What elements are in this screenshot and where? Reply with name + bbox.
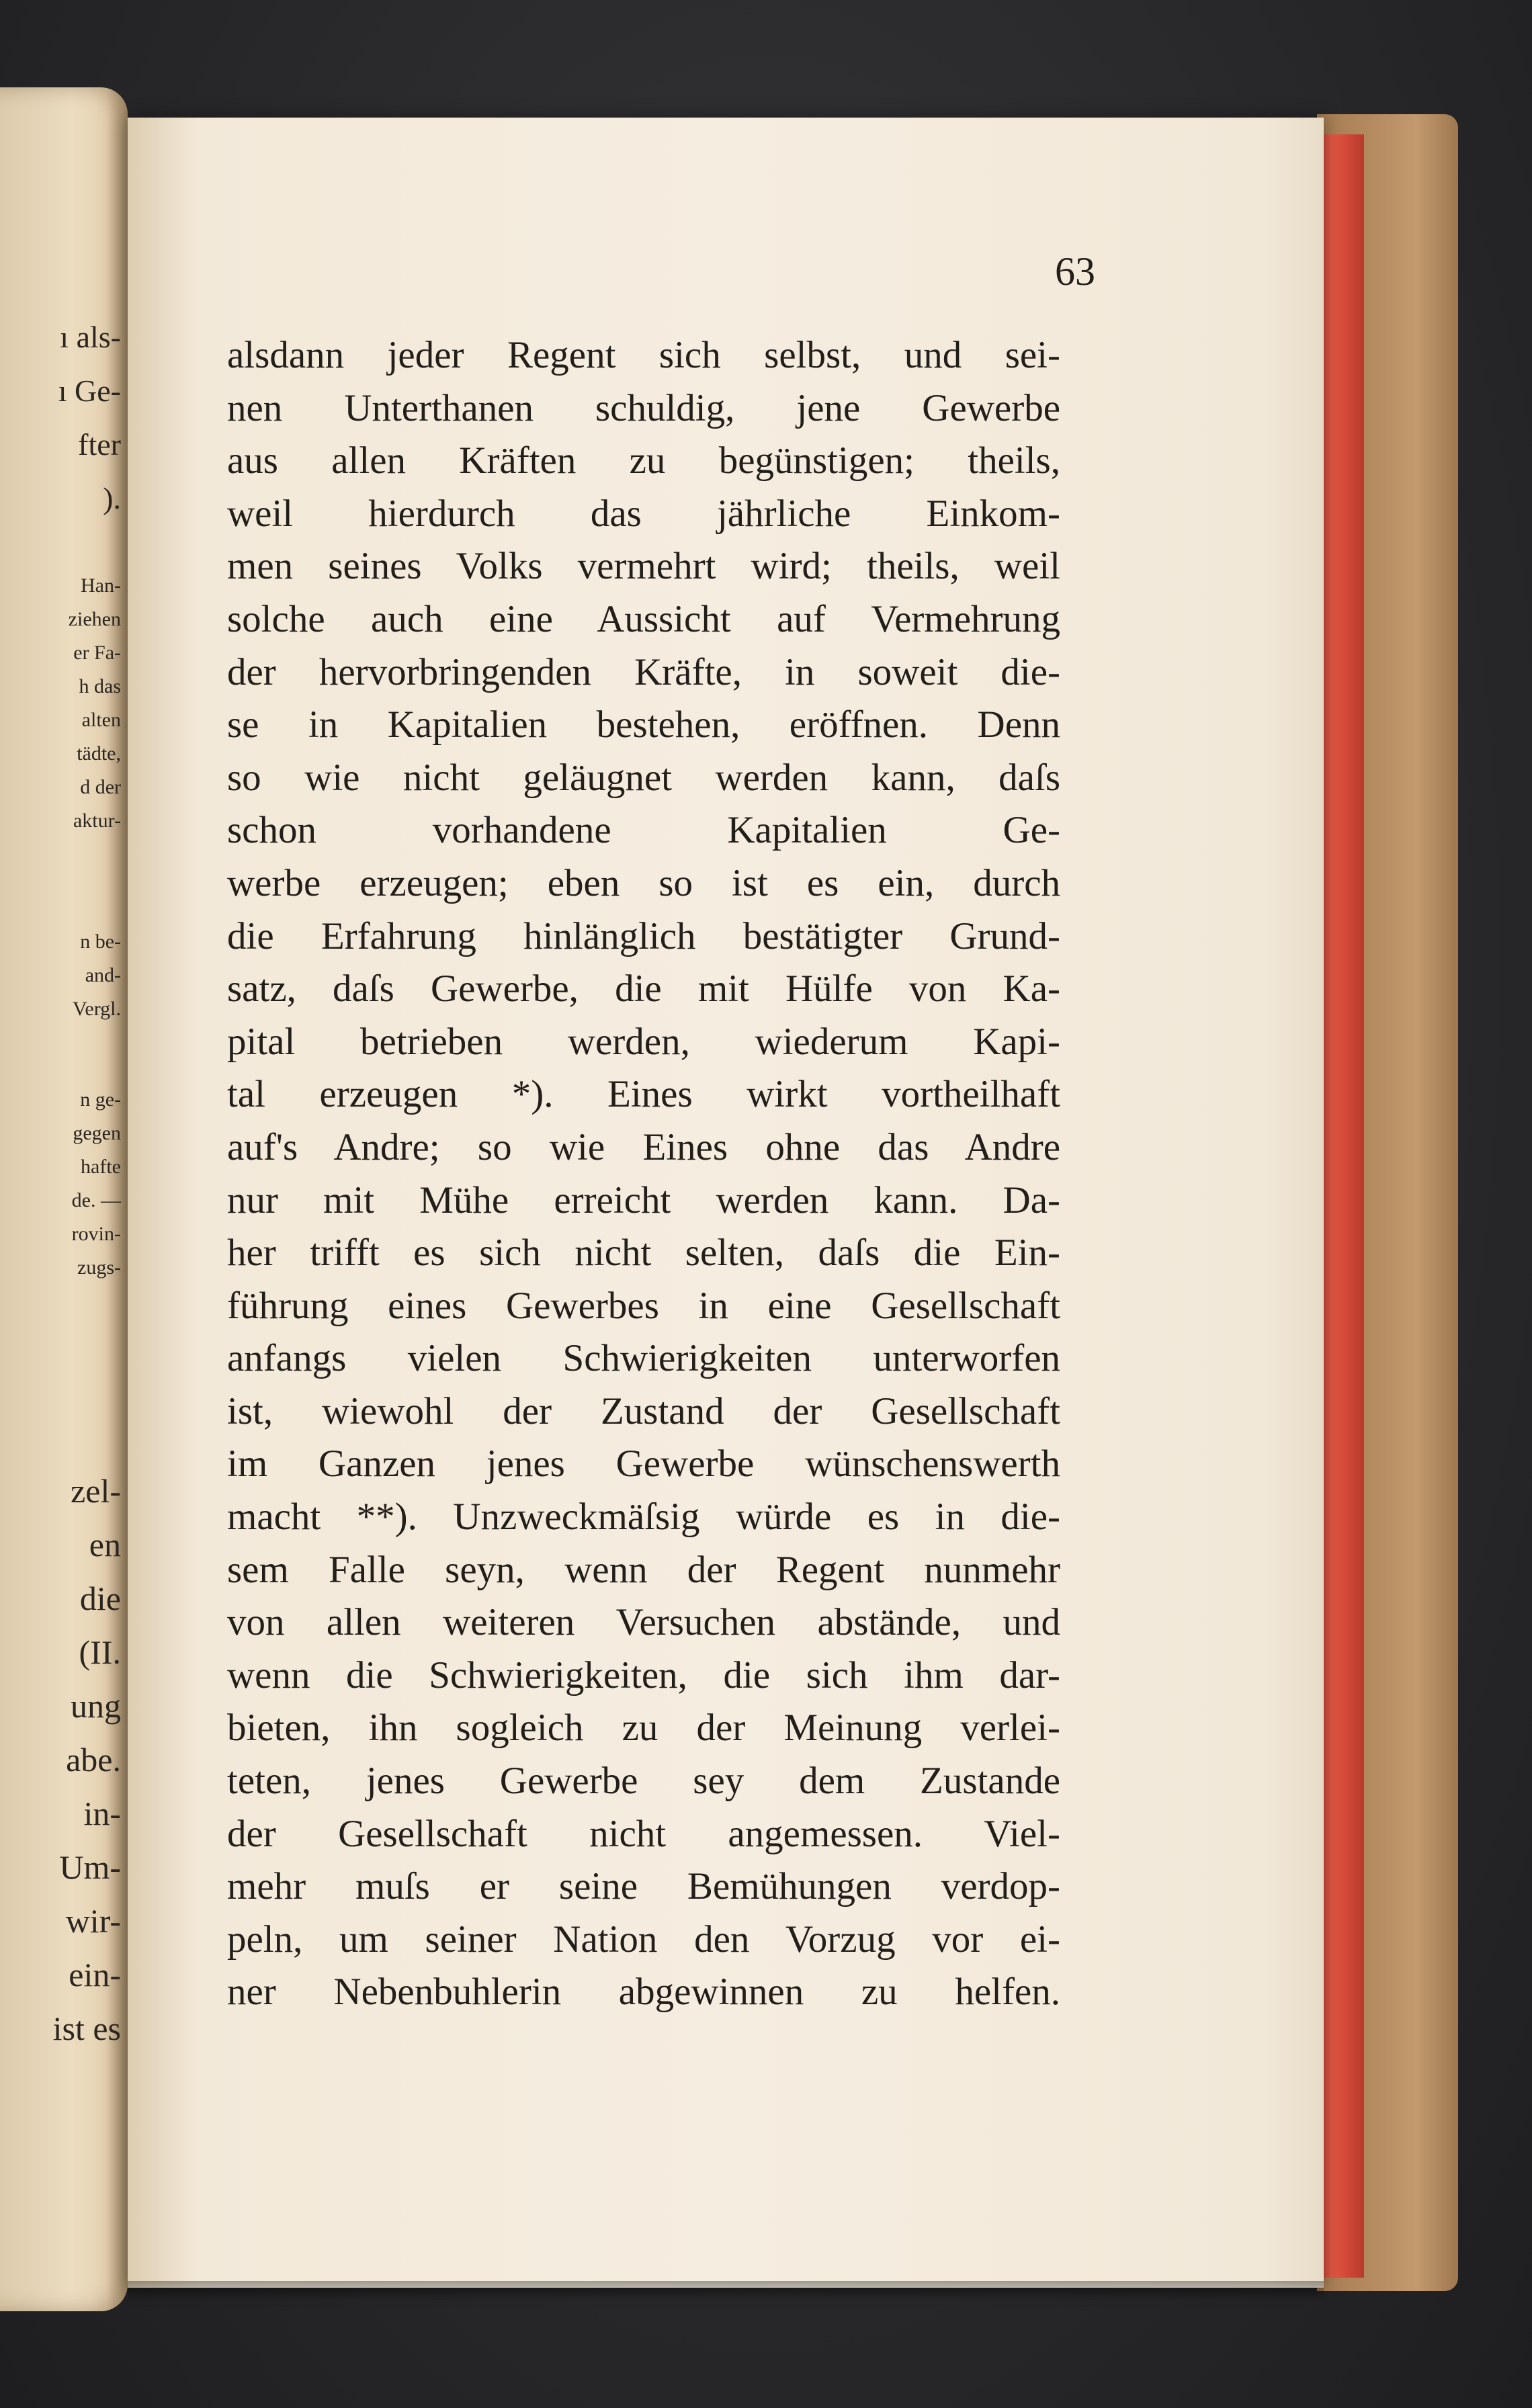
left-fragment: zugs-: [77, 1256, 121, 1279]
left-fragment: and-: [85, 964, 121, 986]
left-fragment: alten: [81, 709, 121, 731]
text-line: ist, wiewohl der Zustand der Gesellschaft: [227, 1389, 1060, 1432]
left-fragment: die: [79, 1580, 121, 1617]
left-fragment: n ge-: [80, 1088, 121, 1111]
left-fragment: h das: [79, 675, 121, 697]
left-fragment: de. —: [71, 1189, 121, 1211]
text-line: führung eines Gewerbes in eine Gesellschaft: [227, 1284, 1060, 1327]
text-line: men seines Volks vermehrt wird; theils, weil: [227, 545, 1060, 588]
left-fragment: en: [89, 1526, 121, 1563]
text-line: der Gesellschaft nicht angemessen. Viel-: [227, 1812, 1060, 1855]
text-line: aus allen Kräften zu begünstigen; theils,: [227, 439, 1060, 482]
text-line: macht **). Unzweckmäſsig würde es in die-: [227, 1496, 1060, 1539]
text-line: nur mit Mühe erreicht werden kann. Da-: [227, 1178, 1060, 1221]
left-fragment: aktur-: [73, 810, 121, 832]
text-line: im Ganzen jenes Gewerbe wünschenswerth: [227, 1443, 1060, 1486]
red-page-edge: [1317, 134, 1364, 2278]
text-line: se in Kapitalien bestehen, eröffnen. Denn: [227, 703, 1060, 746]
left-fragment: Han-: [81, 574, 121, 597]
text-line: ner Nebenbuhlerin abgewinnen zu helfen.: [227, 1971, 1060, 2014]
left-fragment: ı als-: [60, 320, 121, 354]
text-line: so wie nicht geläugnet werden kann, daſs: [227, 756, 1060, 799]
left-fragment: fter: [78, 427, 121, 462]
text-line: sem Falle seyn, wenn der Regent nunmehr: [227, 1548, 1060, 1591]
text-line: pital betrieben werden, wiederum Kapi-: [227, 1020, 1060, 1063]
left-fragment: gegen: [73, 1122, 121, 1144]
left-fragment: abe.: [66, 1741, 121, 1778]
text-line: her trifft es sich nicht selten, daſs die Ein-: [227, 1232, 1060, 1275]
body-text: [227, 329, 1060, 2019]
page-shadow: [128, 2281, 1324, 2301]
text-line: satz, daſs Gewerbe, die mit Hülfe von Ka-: [227, 968, 1060, 1010]
left-fragment: Um-: [59, 1848, 121, 1886]
text-line: schon vorhandene Kapitalien Ge-: [227, 809, 1060, 852]
text-line: von allen weiteren Versuchen abstände, und: [227, 1601, 1060, 1644]
text-line: bieten, ihn sogleich zu der Meinung verlei-: [227, 1707, 1060, 1750]
left-fragment: ist es: [52, 2010, 121, 2047]
text-line: die Erfahrung hinlänglich bestätigter Grund-: [227, 914, 1060, 957]
page-number: 63: [1055, 249, 1095, 294]
left-fragment: ı Ge-: [58, 374, 121, 408]
text-line: tal erzeugen *). Eines wirkt vortheilhaft: [227, 1073, 1060, 1116]
text-line: anfangs vielen Schwierigkeiten unterworfen: [227, 1337, 1060, 1380]
text-line: auf's Andre; so wie Eines ohne das Andre: [227, 1125, 1060, 1168]
text-line: teten, jenes Gewerbe sey dem Zustande: [227, 1760, 1060, 1803]
left-fragment: ein-: [69, 1956, 121, 1993]
left-fragment: ziehen: [68, 608, 121, 630]
left-fragment: er Fa-: [73, 642, 121, 664]
text-line: nen Unterthanen schuldig, jene Gewerbe: [227, 386, 1060, 429]
left-fragment: d der: [80, 776, 121, 798]
left-fragment: rovin-: [71, 1223, 121, 1245]
text-line: weil hierdurch das jährliche Einkom-: [227, 492, 1060, 535]
text-line: wenn die Schwierigkeiten, die sich ihm dar-: [227, 1653, 1060, 1696]
left-fragment: n be-: [80, 931, 121, 953]
left-page: [0, 87, 128, 2311]
left-fragment: hafte: [81, 1156, 121, 1178]
text-line: alsdann jeder Regent sich selbst, und sei-: [227, 334, 1060, 376]
left-fragment: tädte,: [77, 742, 121, 765]
left-fragment: zel-: [71, 1472, 121, 1510]
text-line: peln, um seiner Nation den Vorzug vor ei-: [227, 1918, 1060, 1961]
left-fragment: ung: [71, 1687, 121, 1725]
text-line: solche auch eine Aussicht auf Vermehrung: [227, 597, 1060, 640]
left-fragment: ).: [103, 481, 121, 515]
left-fragment: Vergl.: [73, 998, 121, 1020]
left-fragment: wir-: [65, 1902, 121, 1940]
left-fragment: (II.: [79, 1633, 121, 1671]
text-line: mehr muſs er seine Bemühungen verdop-: [227, 1865, 1060, 1908]
text-line: werbe erzeugen; eben so ist es ein, durch: [227, 861, 1060, 904]
text-line: der hervorbringenden Kräfte, in soweit die-: [227, 650, 1060, 693]
left-fragment: in-: [83, 1795, 121, 1832]
